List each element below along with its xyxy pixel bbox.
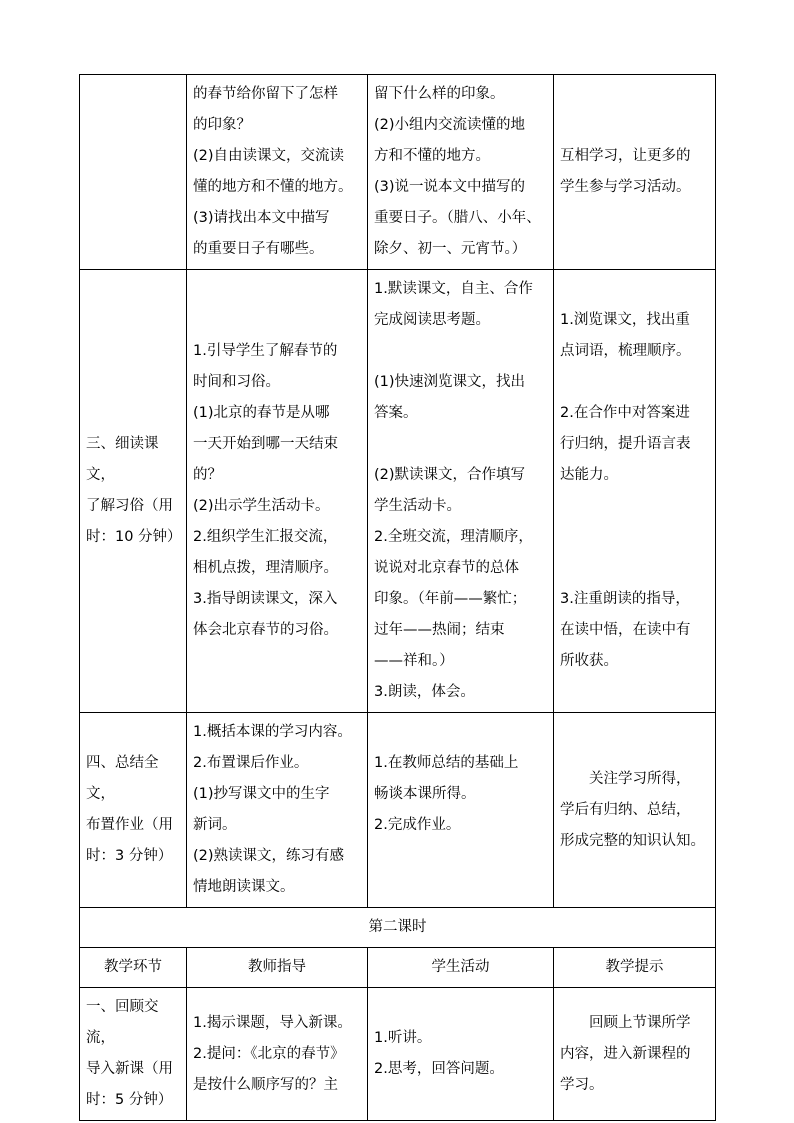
- blank-line: [374, 841, 547, 872]
- text-line: 体会北京春节的习俗。: [193, 622, 338, 638]
- text-line: 学习。: [560, 1076, 604, 1093]
- text-line: (3)请找出本文中描写: [193, 210, 330, 226]
- text-line: 重要日子。（腊八、小年、: [374, 210, 541, 226]
- text-line: 留下什么样的印象。: [374, 86, 505, 102]
- text-line: 时：5 分钟）: [86, 1092, 173, 1108]
- text-line: 所收获。: [560, 653, 618, 669]
- text-line: 是按什么顺序写的？主: [193, 1076, 338, 1093]
- text-line: 2.在合作中对答案进: [560, 405, 690, 421]
- text-line: 2.布置课后作业。: [193, 755, 309, 771]
- text-line: 一天开始到哪一天结束: [193, 436, 338, 452]
- student-activity-cell: [368, 270, 554, 713]
- text-line: 在读中悟，在读中有: [560, 622, 691, 638]
- text-line: 导入新课（用: [86, 1061, 173, 1077]
- text-line: 2.组织学生汇报交流，: [193, 529, 338, 545]
- teaching-tips-cell: [554, 988, 716, 1121]
- table-row: [80, 270, 716, 713]
- column-header-stage: 教学环节: [80, 948, 187, 988]
- teacher-guidance-cell: [187, 713, 368, 908]
- text-line: 2.全班交流，理清顺序，: [374, 529, 533, 545]
- text-line: 时：3 分钟）: [86, 848, 173, 864]
- text-line: (2)熟读课文，练习有感: [193, 848, 345, 864]
- student-activity-cell: [368, 75, 554, 270]
- text-line: 的印象？: [193, 117, 251, 133]
- text-line: 2.提问：《北京的春节》: [193, 1045, 345, 1062]
- text-line: 2.思考，回答问题。: [374, 1061, 504, 1077]
- text-line: 除夕、初一、元宵节。）: [374, 241, 527, 257]
- text-line: 回顾上节课所学: [589, 1014, 691, 1031]
- text-line: 1.引导学生了解春节的: [193, 343, 338, 359]
- text-line: 2.完成作业。: [374, 817, 461, 833]
- text-line: (1)抄写课文中的生字: [193, 786, 330, 802]
- text-line: 形成完整的知识认知。: [560, 832, 705, 849]
- text-line: 答案。: [374, 405, 418, 421]
- text-line: 一、回顾交流，: [86, 999, 159, 1046]
- text-line: ——祥和。）: [374, 653, 454, 669]
- text-line: (2)默读课文，合作填写: [374, 467, 526, 483]
- text-line: 3.朗读，体会。: [374, 684, 475, 700]
- text-line: 了解习俗（用: [86, 498, 173, 514]
- text-line: 畅谈本课所得。: [374, 786, 476, 802]
- text-line: 的春节给你留下了怎样: [193, 86, 338, 102]
- text-line: (2)出示学生活动卡。: [193, 498, 330, 514]
- blank-line: [560, 553, 709, 584]
- text-line: 1.听讲。: [374, 1030, 432, 1046]
- text-line: 相机点拨，理清顺序。: [193, 560, 338, 576]
- text-line: 关注学习所得，: [589, 770, 691, 787]
- text-line: (2)自由读课文，交流读: [193, 148, 345, 164]
- column-header-teacher: 教师指导: [187, 948, 368, 988]
- text-line: 行归纳，提升语言表: [560, 436, 691, 452]
- column-header-tips: 教学提示: [554, 948, 716, 988]
- table-row: [80, 713, 716, 908]
- teaching-tips-cell: [554, 270, 716, 713]
- text-line: 点词语，梳理顺序。: [560, 343, 691, 359]
- text-line: 方和不懂的地方。: [374, 148, 490, 164]
- text-line: 1.在教师总结的基础上: [374, 755, 519, 771]
- text-line: (1)快速浏览课文，找出: [374, 374, 526, 390]
- text-line: 的？: [193, 467, 222, 483]
- text-line: 1.默读课文，自主、合作: [374, 281, 533, 297]
- table-row: [80, 75, 716, 270]
- lesson-plan-table: [79, 74, 716, 1121]
- text-line: 四、总结全文，: [86, 755, 159, 802]
- text-line: 学生参与学习活动。: [560, 179, 691, 195]
- text-line: 情地朗读课文。: [193, 879, 295, 895]
- text-line: 互相学习，让更多的: [560, 148, 691, 164]
- student-activity-cell: [368, 713, 554, 908]
- stage-cell: [80, 988, 187, 1121]
- teacher-guidance-cell: [187, 988, 368, 1121]
- blank-line: [374, 336, 547, 367]
- table-row: [80, 908, 716, 948]
- text-line: 1.揭示课题，导入新课。: [193, 1014, 352, 1031]
- text-line: 学后有归纳、总结，: [560, 801, 691, 818]
- blank-line: [374, 429, 547, 460]
- stage-cell: [80, 75, 187, 270]
- text-line: 过年——热闹；结束: [374, 622, 505, 638]
- text-line: 三、细读课文，: [86, 436, 159, 483]
- text-line: 布置作业（用: [86, 817, 173, 833]
- teacher-guidance-cell: [187, 75, 368, 270]
- text-line: (2)小组内交流读懂的地: [374, 117, 526, 133]
- text-line: 内容，进入新课程的: [560, 1045, 691, 1062]
- blank-line: [560, 522, 709, 553]
- text-line: 1.概括本课的学习内容。: [193, 724, 352, 740]
- text-line: 1.浏览课文，找出重: [560, 312, 690, 328]
- teacher-guidance-cell: [187, 270, 368, 713]
- text-line: 时：10 分钟）: [86, 529, 182, 545]
- text-line: 3.指导朗读课文，深入: [193, 591, 338, 607]
- text-line: 完成阅读思考题。: [374, 312, 490, 328]
- blank-line: [560, 367, 709, 398]
- blank-line: [560, 491, 709, 522]
- text-line: 的重要日子有哪些。: [193, 241, 324, 257]
- text-line: 印象。（年前——繁忙；: [374, 591, 527, 607]
- stage-cell: [80, 713, 187, 908]
- text-line: 3.注重朗读的指导，: [560, 591, 690, 607]
- column-header-student: 学生活动: [368, 948, 554, 988]
- text-line: 说说对北京春节的总体: [374, 560, 519, 576]
- text-line: (3)说一说本文中描写的: [374, 179, 526, 195]
- text-line: 学生活动卡。: [374, 498, 461, 514]
- table-row: [80, 988, 716, 1121]
- text-line: 时间和习俗。: [193, 374, 280, 390]
- text-line: 懂的地方和不懂的地方。: [193, 179, 353, 195]
- table-header-row: [80, 948, 716, 988]
- stage-cell: [80, 270, 187, 713]
- text-line: 达能力。: [560, 467, 618, 483]
- text-line: 新词。: [193, 817, 237, 833]
- session-title: 第二课时: [80, 908, 716, 948]
- student-activity-cell: [368, 988, 554, 1121]
- text-line: (1)北京的春节是从哪: [193, 405, 330, 421]
- teaching-tips-cell: [554, 75, 716, 270]
- teaching-tips-cell: [554, 713, 716, 908]
